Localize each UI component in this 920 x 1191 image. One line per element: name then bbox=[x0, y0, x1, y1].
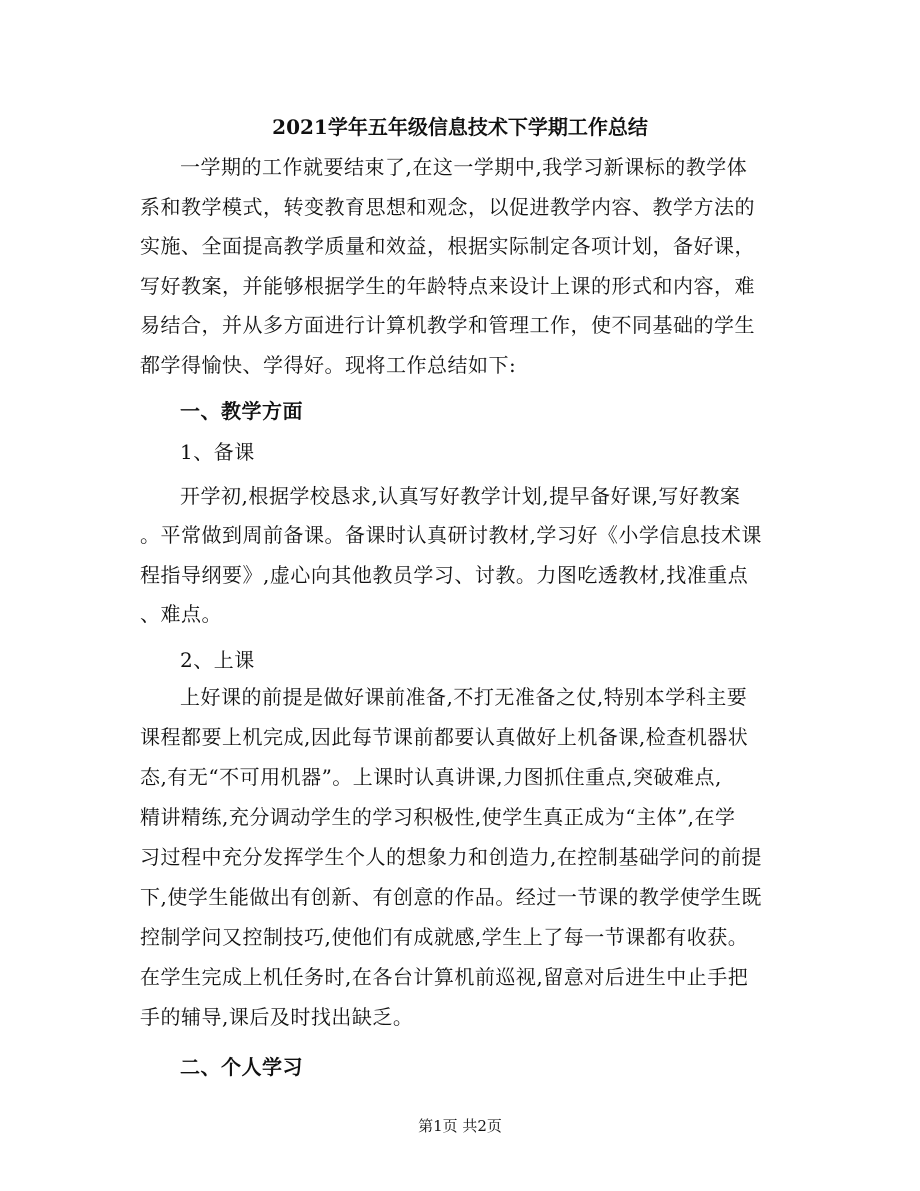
paragraph-line: 控制学问又控制技巧,使他们有成就感,学生上了每一节课都有收获。 bbox=[140, 925, 749, 949]
paragraph-line: 上好课的前提是做好课前准备,不打无准备之仗,特别本学科主要 bbox=[180, 685, 748, 709]
intro-line: 实施、全面提高教学质量和效益，根据实际制定各项计划，备好课， bbox=[140, 234, 755, 258]
paragraph-line: 习过程中充分发挥学生个人的想象力和创造力,在控制基础学问的前提 bbox=[140, 845, 762, 869]
subsection-heading: 2、上课 bbox=[180, 648, 255, 672]
page-footer: 第1页 共2页 bbox=[418, 1117, 502, 1135]
subsection-heading: 1、备课 bbox=[180, 440, 255, 464]
paragraph-line: 、难点。 bbox=[140, 602, 222, 626]
paragraph-line: 课程都要上机完成,因此每节课前都要认真做好上机备课,检查机器状 bbox=[140, 725, 749, 749]
intro-line: 都学得愉快、学得好。现将工作总结如下: bbox=[140, 353, 517, 377]
paragraph-line: 态,有无“不可用机器”。上课时认真讲课,力图抓住重点,突破难点, bbox=[140, 765, 722, 789]
intro-line: 一学期的工作就要结束了,在这一学期中,我学习新课标的教学体 bbox=[180, 155, 748, 179]
paragraph-line: 。平常做到周前备课。备课时认真研讨教材,学习好《小学信息技术课 bbox=[140, 523, 762, 547]
intro-line: 系和教学模式，转变教育思想和观念，以促进教学内容、教学方法的 bbox=[140, 195, 755, 219]
paragraph-line: 手的辅导,课后及时找出缺乏。 bbox=[140, 1005, 414, 1029]
document-title: 2021学年五年级信息技术下学期工作总结 bbox=[272, 115, 648, 139]
paragraph-line: 程指导纲要》,虚心向其他教员学习、讨教。力图吃透教材,找准重点 bbox=[140, 563, 749, 587]
paragraph-line: 在学生完成上机任务时,在各台计算机前巡视,留意对后进生中止手把 bbox=[140, 965, 749, 989]
intro-line: 易结合，并从多方面进行计算机教学和管理工作，使不同基础的学生 bbox=[140, 313, 755, 337]
paragraph-line: 精讲精练,充分调动学生的学习积极性,使学生真正成为“主体”,在学 bbox=[140, 805, 736, 829]
paragraph-line: 开学初,根据学校恳求,认真写好教学计划,提早备好课,写好教案 bbox=[180, 484, 741, 508]
section-heading: 一、教学方面 bbox=[180, 399, 303, 423]
intro-line: 写好教案，并能够根据学生的年龄特点来设计上课的形式和内容，难 bbox=[140, 274, 755, 298]
paragraph-line: 下,使学生能做出有创新、有创意的作品。经过一节课的教学使学生既 bbox=[140, 885, 762, 909]
section-heading: 二、个人学习 bbox=[180, 1055, 303, 1079]
